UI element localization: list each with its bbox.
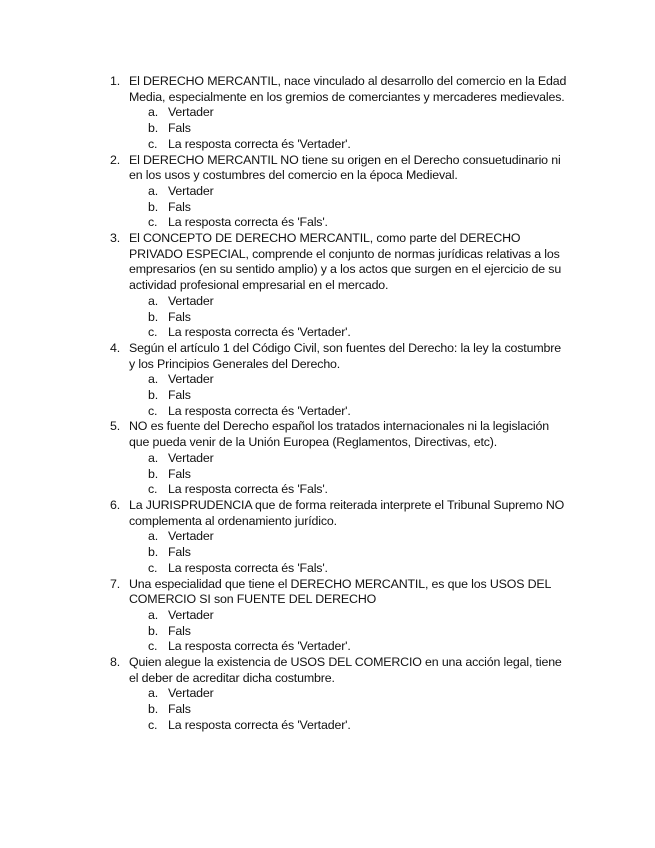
option-list <box>129 451 567 498</box>
option-item <box>129 310 567 326</box>
question-text: El DERECHO MERCANTIL NO tiene su origen en el Derecho consuetudinario ni en los usos y costumbres del comercio en la época Medieval. <box>129 152 561 183</box>
question-text: NO es fuente del Derecho español los tratados internacionales ni la legislación que pueda venir de la Unión Europea (Reglamentos, Directivas, etc). <box>129 419 550 450</box>
option-item <box>129 624 567 640</box>
option-item <box>129 372 567 388</box>
option-item <box>129 608 567 624</box>
option-letter: c. <box>148 639 158 654</box>
option-text: La resposta correcta és 'Vertader'. <box>168 403 351 418</box>
option-letter: a. <box>148 686 159 701</box>
option-letter: a. <box>148 607 159 622</box>
question-number: 3. <box>110 231 121 246</box>
option-letter: b. <box>148 466 159 481</box>
question-item <box>0 577 655 656</box>
option-text: Vertader <box>168 607 214 622</box>
option-list <box>129 294 567 341</box>
option-letter: c. <box>148 325 158 340</box>
option-list <box>129 529 567 576</box>
option-text: Vertader <box>168 293 214 308</box>
option-letter: a. <box>148 529 159 544</box>
option-item <box>129 482 567 498</box>
option-item <box>129 200 567 216</box>
option-item <box>129 105 567 121</box>
option-letter: c. <box>148 215 158 230</box>
question-item <box>0 419 655 498</box>
option-letter: c. <box>148 482 158 497</box>
option-text: Vertader <box>168 529 214 544</box>
option-letter: b. <box>148 702 159 717</box>
option-text: Fals <box>168 309 191 324</box>
option-text: La resposta correcta és 'Vertader'. <box>168 717 351 732</box>
option-item <box>129 121 567 137</box>
option-letter: c. <box>148 136 158 151</box>
option-letter: a. <box>148 372 159 387</box>
question-item <box>0 498 655 577</box>
question-text: Una especialidad que tiene el DERECHO MERCANTIL, es que los USOS DEL COMERCIO SI son FUENTE DEL DERECHO <box>129 576 551 607</box>
question-text: La JURISPRUDENCIA que de forma reiterada interprete el Tribunal Supremo NO complementa al ordenamiento jurídico. <box>129 497 565 528</box>
option-list <box>129 372 567 419</box>
option-letter: c. <box>148 403 158 418</box>
option-text: Vertader <box>168 450 214 465</box>
option-item <box>129 137 567 153</box>
option-item <box>129 451 567 467</box>
question-number: 7. <box>110 576 121 591</box>
option-letter: a. <box>148 450 159 465</box>
question-number: 8. <box>110 655 121 670</box>
question-text: Quien alegue la existencia de USOS DEL COMERCIO en una acción legal, tiene el deber de acreditar dicha costumbre. <box>129 655 562 685</box>
option-letter: b. <box>148 623 159 638</box>
option-text: Vertader <box>168 105 214 120</box>
option-letter: a. <box>148 105 159 120</box>
option-item <box>129 184 567 200</box>
option-item <box>129 404 567 420</box>
option-list <box>129 184 567 231</box>
question-list <box>0 74 655 734</box>
question-number: 4. <box>110 340 121 355</box>
option-item <box>129 686 567 702</box>
option-item <box>129 639 567 655</box>
option-text: Fals <box>168 623 191 638</box>
option-letter: b. <box>148 388 159 403</box>
question-number: 2. <box>110 152 121 167</box>
option-text: Fals <box>168 466 191 481</box>
option-text: Fals <box>168 199 191 214</box>
question-item <box>0 341 655 420</box>
option-item <box>129 529 567 545</box>
option-list <box>129 686 567 733</box>
option-list <box>129 105 567 152</box>
option-item <box>129 561 567 577</box>
option-item <box>129 294 567 310</box>
option-letter: a. <box>148 293 159 308</box>
option-item <box>129 467 567 483</box>
question-item <box>0 153 655 232</box>
question-text: El CONCEPTO DE DERECHO MERCANTIL, como parte del DERECHO PRIVADO ESPECIAL, comprende el conjunto de normas jurídicas relativas a los empresarios (en su sentido amplio) y a los actos que surgen en el ejercicio de su actividad profesional empresarial en el mercado. <box>129 231 562 293</box>
question-number: 6. <box>110 497 121 512</box>
option-text: Fals <box>168 121 191 136</box>
option-text: La resposta correcta és 'Fals'. <box>168 215 328 230</box>
question-number: 5. <box>110 419 121 434</box>
option-item <box>129 215 567 231</box>
option-text: Fals <box>168 388 191 403</box>
option-letter: c. <box>148 717 158 732</box>
option-letter: c. <box>148 560 158 575</box>
option-text: La resposta correcta és 'Vertader'. <box>168 136 351 151</box>
option-letter: b. <box>148 309 159 324</box>
option-text: La resposta correcta és 'Fals'. <box>168 560 328 575</box>
question-text: Según el artículo 1 del Código Civil, son fuentes del Derecho: la ley la costumbre y los Principios Generales del Derecho. <box>129 340 561 371</box>
option-letter: a. <box>148 183 159 198</box>
option-letter: b. <box>148 121 159 136</box>
question-item <box>0 74 655 153</box>
option-item <box>129 388 567 404</box>
question-number: 1. <box>110 74 121 88</box>
option-text: Vertader <box>168 183 214 198</box>
option-item <box>129 702 567 718</box>
option-list <box>129 608 567 655</box>
option-letter: b. <box>148 545 159 560</box>
option-text: Vertader <box>168 686 214 701</box>
option-text: La resposta correcta és 'Vertader'. <box>168 325 351 340</box>
document-page <box>0 74 655 734</box>
question-item <box>0 655 655 734</box>
option-item <box>129 325 567 341</box>
option-item <box>129 545 567 561</box>
option-letter: b. <box>148 199 159 214</box>
option-text: Fals <box>168 545 191 560</box>
option-text: La resposta correcta és 'Vertader'. <box>168 639 351 654</box>
option-item <box>129 718 567 734</box>
option-text: Fals <box>168 702 191 717</box>
question-item <box>0 231 655 341</box>
question-text: El DERECHO MERCANTIL, nace vinculado al desarrollo del comercio en la Edad Media, especialmente en los gremios de comerciantes y mercaderes medievales. <box>129 74 567 104</box>
option-text: La resposta correcta és 'Fals'. <box>168 482 328 497</box>
option-text: Vertader <box>168 372 214 387</box>
